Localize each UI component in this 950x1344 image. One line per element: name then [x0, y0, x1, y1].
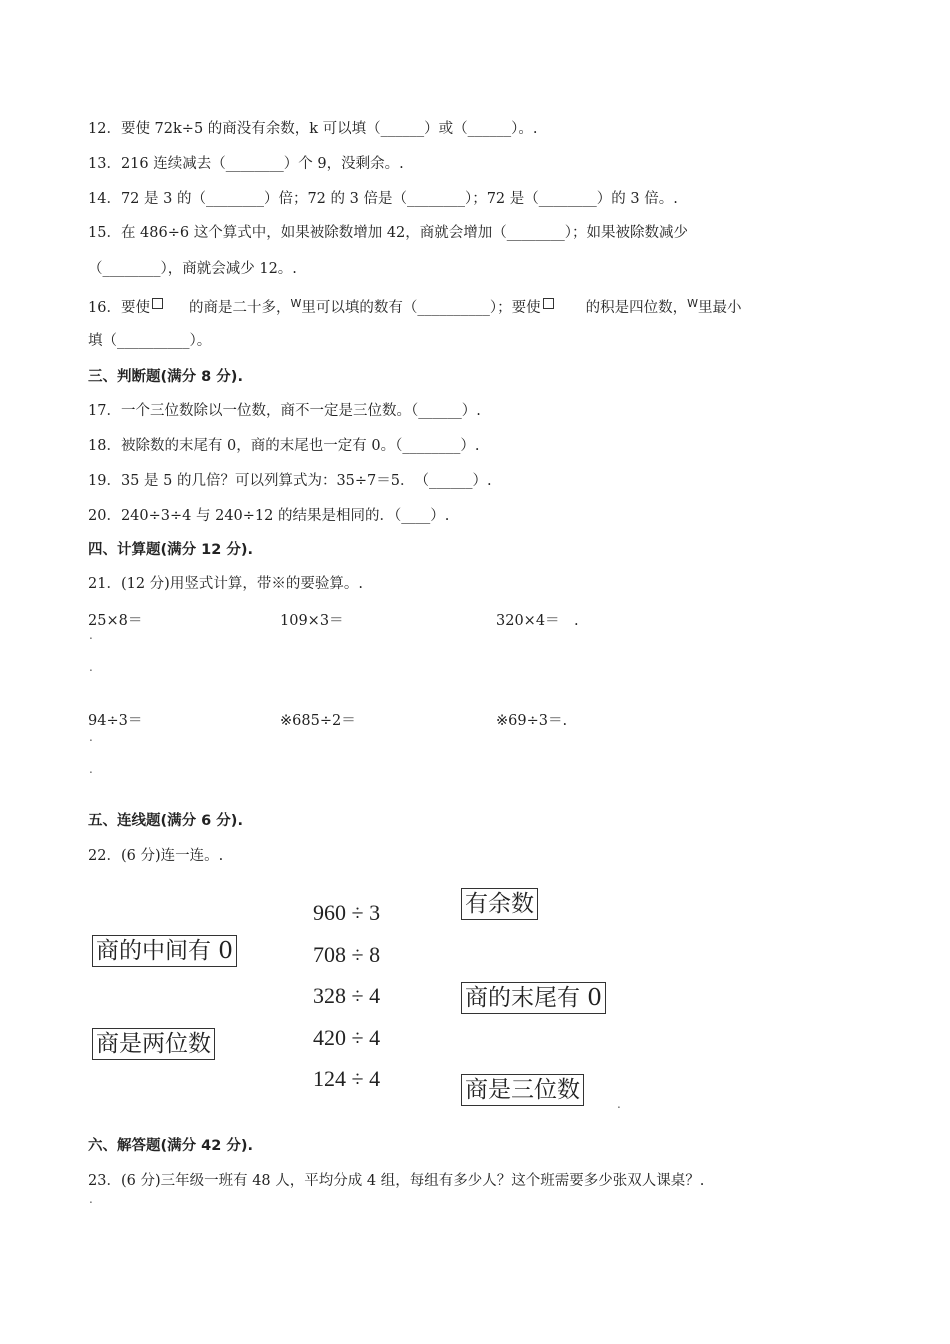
- section-5-heading: 五、连线题(满分 6 分).: [88, 813, 243, 829]
- paragraph-mark: .: [89, 660, 93, 674]
- question-15-line1: 15．在 486÷6 这个算式中，如果被除数增加 42，商就会增加（________）；如果被除数减少: [88, 225, 689, 241]
- section-6-heading: 六、解答题(满分 42 分).: [88, 1138, 254, 1154]
- question-15-line2: （________），商就会减少 12。.: [88, 261, 297, 277]
- question-16-line1: [88, 294, 741, 318]
- match-left-box: 商是两位数: [92, 1028, 215, 1060]
- paragraph-mark: .: [89, 628, 93, 642]
- match-right-box: 商的末尾有 0: [461, 982, 606, 1014]
- question-14: 14．72 是 3 的（________）倍；72 的 3 倍是（________）；72 是（________）的 3 倍。.: [88, 191, 678, 207]
- question-20: 20．240÷3÷4 与 240÷12 的结果是相同的．（____）.: [88, 508, 450, 524]
- question-22-title: 22．(6 分)连一连。.: [88, 848, 224, 864]
- calc-item: 320×4＝ .: [496, 613, 579, 629]
- paragraph-mark: .: [89, 730, 93, 744]
- q16-part1: 16．要使: [88, 300, 150, 316]
- question-19: 19．35 是 5 的几倍？可以列算式为：35÷7＝5． （______）.: [88, 473, 492, 489]
- match-expression: 328 ÷ 4: [313, 983, 381, 1008]
- blank-square-icon: [543, 298, 554, 309]
- question-21-title: 21．(12 分)用竖式计算，带※的要验算。.: [88, 576, 363, 592]
- paragraph-mark: .: [89, 1192, 93, 1206]
- q16-w1: W: [290, 297, 302, 310]
- section-3-heading: 三、判断题(满分 8 分).: [88, 369, 243, 385]
- blank-square-icon: [152, 298, 163, 309]
- match-expression: 124 ÷ 4: [313, 1066, 381, 1091]
- q16-part3: 里可以填的数有（__________）；要使: [301, 300, 541, 316]
- calc-item: ※69÷3＝.: [496, 713, 568, 729]
- match-right-box: 有余数: [461, 888, 538, 920]
- paragraph-mark: .: [89, 762, 93, 776]
- match-right-box: 商是三位数: [461, 1074, 584, 1106]
- question-16-line2: 填（__________）。: [88, 333, 212, 349]
- question-17: 17．一个三位数除以一位数，商不一定是三位数。（______）.: [88, 403, 481, 419]
- section-4-heading: 四、计算题(满分 12 分).: [88, 542, 254, 558]
- q16-part4: 的积是四位数，: [585, 300, 688, 316]
- question-13: 13．216 连续减去（________）个 9，没剩余。.: [88, 156, 404, 172]
- q16-part5: 里最小: [697, 300, 742, 316]
- calc-item: 25×8＝: [88, 613, 143, 629]
- calc-item: ※685÷2＝: [280, 713, 356, 729]
- match-expression: 960 ÷ 3: [313, 900, 381, 925]
- question-23: 23．(6 分)三年级一班有 48 人，平均分成 4 组，每组有多少人？这个班需要多少张双人课桌？.: [88, 1173, 705, 1189]
- match-expression: 420 ÷ 4: [313, 1025, 381, 1050]
- calc-item: 109×3＝: [280, 613, 344, 629]
- q16-part2: 的商是二十多，: [188, 300, 291, 316]
- question-12: 12．要使 72k÷5 的商没有余数，k 可以填（______）或（______）。.: [88, 121, 538, 137]
- calc-item: 94÷3＝: [88, 713, 143, 729]
- question-18: 18．被除数的末尾有 0，商的末尾也一定有 0。（________）.: [88, 438, 480, 454]
- match-expression: 708 ÷ 8: [313, 942, 381, 967]
- paragraph-mark: .: [617, 1097, 621, 1111]
- match-left-box: 商的中间有 0: [92, 935, 237, 967]
- q16-w2: W: [687, 297, 698, 310]
